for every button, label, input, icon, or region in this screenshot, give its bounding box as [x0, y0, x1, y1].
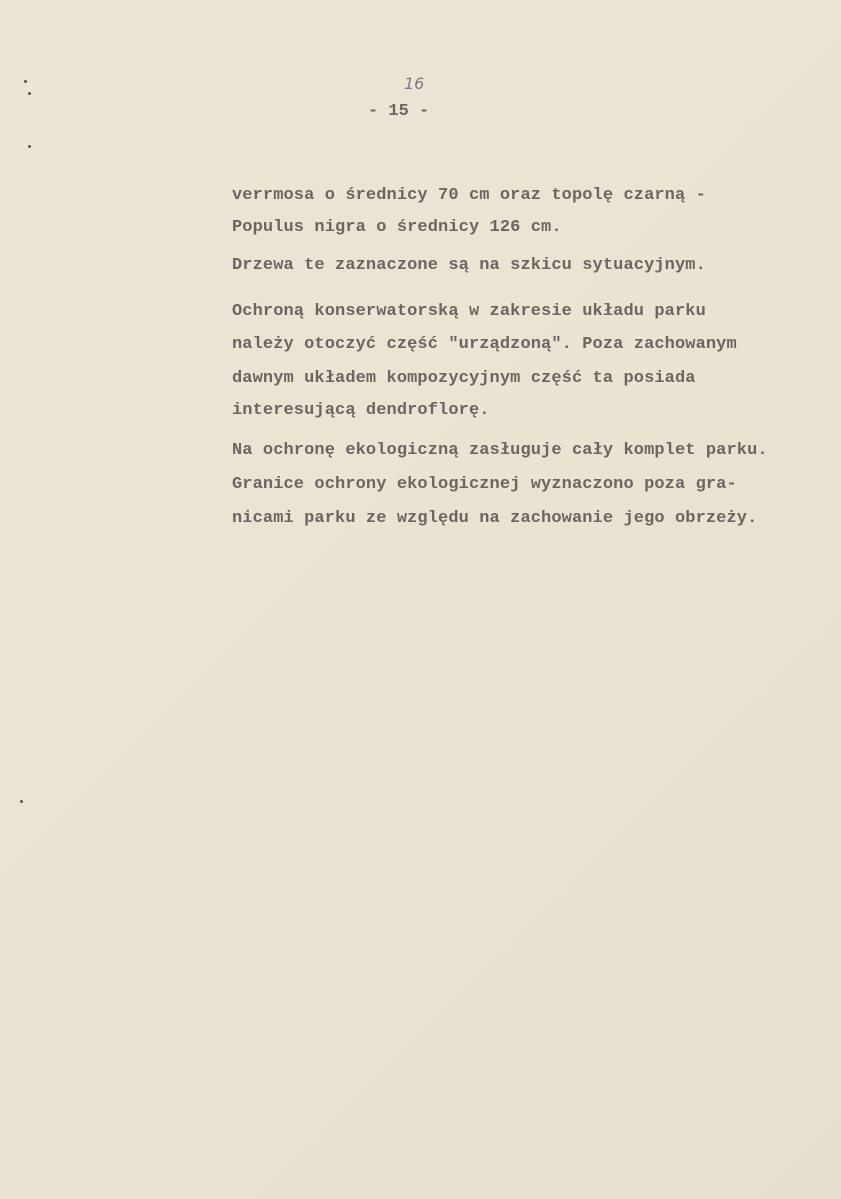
- text-line: dawnym układem kompozycyjnym część ta posiada: [232, 369, 696, 388]
- text-line: interesującą dendroflorę.: [232, 401, 490, 420]
- text-line: Na ochronę ekologiczną zasługuje cały komplet parku.: [232, 441, 768, 460]
- handwritten-page-number: 16: [404, 74, 425, 93]
- text-line: Populus nigra o średnicy 126 cm.: [232, 218, 562, 237]
- text-line: Drzewa te zaznaczone są na szkicu sytuacyjnym.: [232, 256, 706, 275]
- text-line: verrmosa o średnicy 70 cm oraz topolę czarną -: [232, 186, 706, 205]
- text-line: Ochroną konserwatorską w zakresie układu parku: [232, 302, 706, 321]
- typed-page-number: - 15 -: [368, 102, 430, 121]
- text-line: należy otoczyć część "urządzoną". Poza zachowanym: [232, 335, 737, 354]
- text-line: Granice ochrony ekologicznej wyznaczono poza gra-: [232, 475, 737, 494]
- scan-mark: [20, 800, 23, 803]
- scan-mark: [28, 145, 31, 148]
- scan-mark: [24, 80, 27, 83]
- text-line: nicami parku ze względu na zachowanie jego obrzeży.: [232, 509, 758, 528]
- scan-mark: [28, 92, 31, 95]
